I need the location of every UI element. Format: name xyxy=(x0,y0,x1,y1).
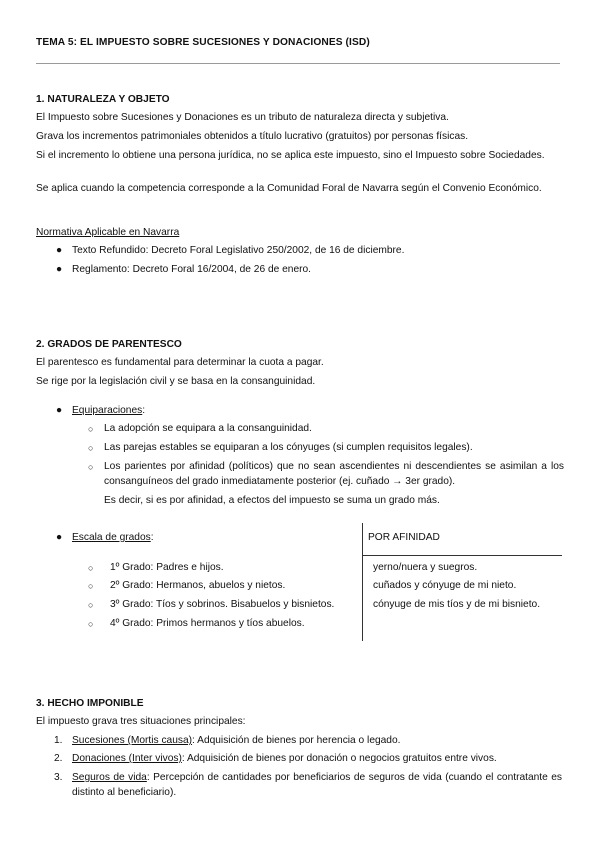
list-number: 2. xyxy=(54,753,63,764)
section-1-paragraph: Si el incremento lo obtiene una persona jurídica, no se aplica este impuesto, sino el Impuesto sobre Sociedades. xyxy=(36,150,545,161)
bullet-icon: ● xyxy=(56,264,63,275)
equiparaciones-note: Es decir, si es por afinidad, a efectos del impuesto se suma un grado más. xyxy=(104,495,440,506)
afinidad-item: yerno/nuera y suegros. xyxy=(373,562,478,573)
circle-bullet-icon: ○ xyxy=(88,600,94,610)
circle-bullet-icon: ○ xyxy=(88,563,94,573)
section-3-intro: El impuesto grava tres situaciones principales: xyxy=(36,716,246,727)
hecho-item: Donaciones (Inter vivos): Adquisición de bienes por donación o negocios gratuitos entre vivos. xyxy=(72,753,497,764)
section-2-paragraph: Se rige por la legislación civil y se basa en la consanguinidad. xyxy=(36,376,316,387)
section-3-heading: 3. HECHO IMPONIBLE xyxy=(36,698,144,709)
section-1-paragraph: Grava los incrementos patrimoniales obtenidos a título lucrativo (gratuitos) por personas físicas. xyxy=(36,131,469,142)
normativa-label: Normativa Aplicable en Navarra xyxy=(36,227,180,238)
grado-item: 2º Grado: Hermanos, abuelos y nietos. xyxy=(110,580,286,591)
equiparaciones-label: Equiparaciones: xyxy=(72,405,146,416)
afinidad-item: cuñados y cónyuge de mi nieto. xyxy=(373,580,517,591)
list-item: Los parientes por afinidad (políticos) que no sean ascendientes ni descendientes se asimilan a los consanguíneos del grado inmediatamente posterior (ej. cuñado → 3er grado). xyxy=(104,461,564,487)
section-2-heading: 2. GRADOS DE PARENTESCO xyxy=(36,339,182,350)
circle-bullet-icon: ○ xyxy=(88,619,94,629)
bullet-icon: ● xyxy=(56,405,63,416)
bullet-icon: ● xyxy=(56,245,63,256)
list-number: 3. xyxy=(54,772,63,783)
circle-bullet-icon: ○ xyxy=(88,462,94,472)
list-item: Las parejas estables se equiparan a los cónyuges (si cumplen requisitos legales). xyxy=(104,442,473,453)
table-divider xyxy=(362,555,562,556)
circle-bullet-icon: ○ xyxy=(88,443,94,453)
list-item: Texto Refundido: Decreto Foral Legislativo 250/2002, de 16 de diciembre. xyxy=(72,245,405,256)
section-2-paragraph: El parentesco es fundamental para determinar la cuota a pagar. xyxy=(36,357,324,368)
section-1-paragraph: Se aplica cuando la competencia corresponde a la Comunidad Foral de Navarra según el Convenio Económico. xyxy=(36,183,542,194)
list-number: 1. xyxy=(54,735,63,746)
circle-bullet-icon: ○ xyxy=(88,424,94,434)
afinidad-header: POR AFINIDAD xyxy=(368,532,440,543)
afinidad-item: cónyuge de mis tíos y de mi bisnieto. xyxy=(373,599,541,610)
bullet-icon: ● xyxy=(56,532,63,543)
section-1-paragraph: El Impuesto sobre Sucesiones y Donaciones es un tributo de naturaleza directa y subjetiva. xyxy=(36,112,449,123)
document-title: TEMA 5: EL IMPUESTO SOBRE SUCESIONES Y DONACIONES (ISD) xyxy=(36,37,370,48)
grado-item: 3º Grado: Tíos y sobrinos. Bisabuelos y bisnietos. xyxy=(110,599,335,610)
title-divider xyxy=(36,63,560,64)
hecho-item: Sucesiones (Mortis causa): Adquisición de bienes por herencia o legado. xyxy=(72,735,401,746)
hecho-item: Seguros de vida: Percepción de cantidades por beneficiarios de seguros de vida (cuando el contratante es distinto al beneficiario). xyxy=(72,772,562,798)
grado-item: 4º Grado: Primos hermanos y tíos abuelos. xyxy=(110,618,305,629)
list-item: Reglamento: Decreto Foral 16/2004, de 26 de enero. xyxy=(72,264,311,275)
section-1-heading: 1. NATURALEZA Y OBJETO xyxy=(36,94,170,105)
escala-label: Escala de grados: xyxy=(72,532,154,543)
circle-bullet-icon: ○ xyxy=(88,581,94,591)
table-divider xyxy=(362,523,363,641)
grado-item: 1º Grado: Padres e hijos. xyxy=(110,562,224,573)
list-item: La adopción se equipara a la consanguinidad. xyxy=(104,423,312,434)
